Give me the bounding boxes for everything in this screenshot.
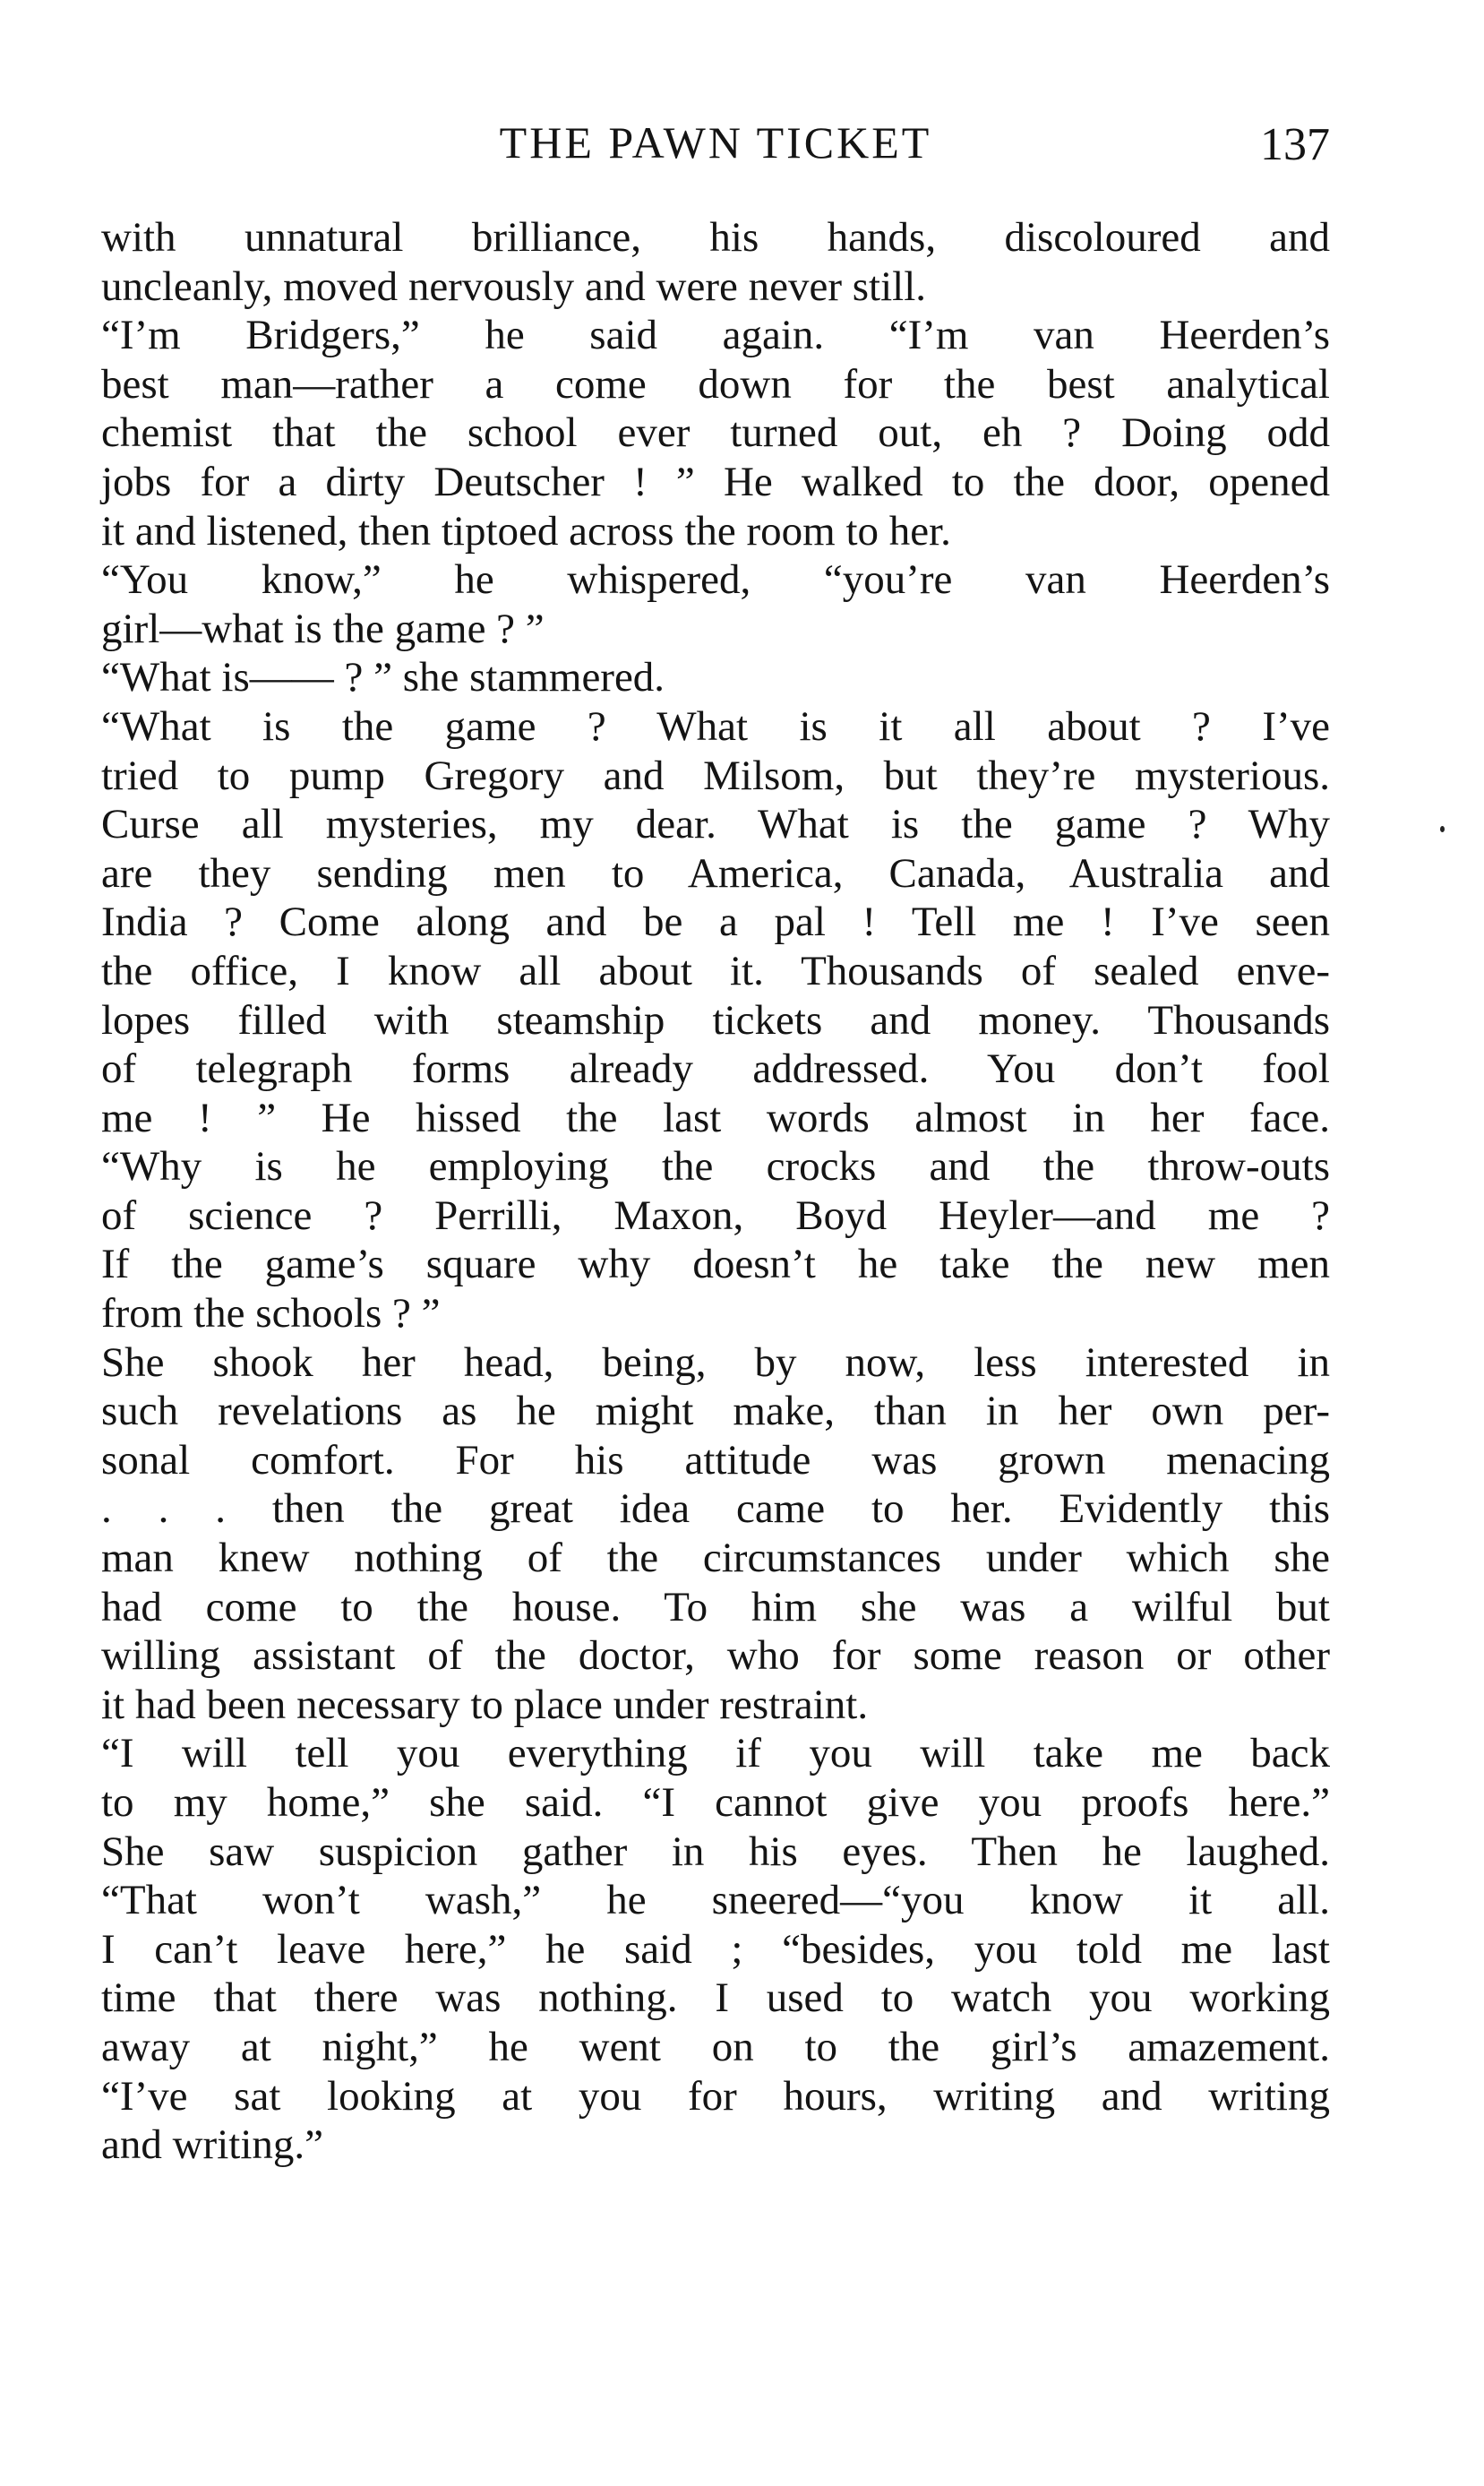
body-text xyxy=(101,213,1330,2170)
text-line: I can’t leave here,” he said ; “besides, you told me last xyxy=(101,1925,1330,1973)
page-number: 137 xyxy=(1260,119,1330,170)
text-line: “I will tell you everything if you will take me back xyxy=(101,1730,1330,1777)
text-line: “Why is he employing the crocks and the throw-outs xyxy=(101,1143,1330,1191)
text-line: “You know,” he whispered, “you’re van Heerden’s xyxy=(101,556,1330,604)
text-line: tried to pump Gregory and Milsom, but they’re mysterious. xyxy=(101,752,1330,799)
text-line: me ! ” He hissed the last words almost in her face. xyxy=(101,1094,1330,1141)
text-line: from the schools ? ” xyxy=(101,1290,441,1338)
text-line: . . . then the great idea came to her. Evidently this xyxy=(101,1485,1330,1533)
text-line: time that there was nothing. I used to watch you working xyxy=(101,1974,1330,2022)
text-line: “That won’t wash,” he sneered—“you know it all. xyxy=(101,1877,1330,1924)
running-title: THE PAWN TICKET xyxy=(499,117,932,168)
text-line: “What is—— ? ” she stammered. xyxy=(101,654,665,701)
text-line: jobs for a dirty Deutscher ! ” He walked to the door, opened xyxy=(101,458,1330,505)
text-line: the office, I know all about it. Thousands of sealed enve- xyxy=(101,947,1330,994)
text-line: are they sending men to America, Canada, Australia and xyxy=(101,849,1330,897)
text-line: willing assistant of the doctor, who for some reason or other xyxy=(101,1632,1330,1680)
text-line: She shook her head, being, by now, less interested in xyxy=(101,1338,1330,1386)
text-line: had come to the house. To him she was a wilful but xyxy=(101,1583,1330,1630)
text-line: away at night,” he went on to the girl’s amazement. xyxy=(101,2023,1330,2070)
text-line: and writing.” xyxy=(101,2121,323,2169)
text-line: “What is the game ? What is it all about ? I’ve xyxy=(101,702,1330,750)
text-line: lopes filled with steamship tickets and money. Thousands xyxy=(101,996,1330,1044)
page-speck xyxy=(1440,826,1445,832)
text-line: girl—what is the game ? ” xyxy=(101,605,545,652)
text-line: of telegraph forms already addressed. You don’t fool xyxy=(101,1045,1330,1093)
text-line: to my home,” she said. “I cannot give you proofs here.” xyxy=(101,1779,1330,1826)
text-line: it had been necessary to place under restraint. xyxy=(101,1681,869,1728)
running-head xyxy=(101,116,1330,179)
text-line: uncleanly, moved nervously and were never still. xyxy=(101,262,926,310)
text-line: sonal comfort. For his attitude was grown menacing xyxy=(101,1436,1330,1484)
text-line: best man—rather a come down for the best analytical xyxy=(101,360,1330,408)
text-line: “I’m Bridgers,” he said again. “I’m van Heerden’s xyxy=(101,312,1330,359)
text-line: man knew nothing of the circumstances under which she xyxy=(101,1535,1330,1582)
text-line: of science ? Perrilli, Maxon, Boyd Heyler—and me ? xyxy=(101,1191,1330,1239)
text-line: with unnatural brilliance, his hands, discoloured and xyxy=(101,214,1330,261)
text-line: chemist that the school ever turned out, eh ? Doing odd xyxy=(101,409,1330,457)
text-line: If the game’s square why doesn’t he take the new men xyxy=(101,1241,1330,1288)
text-line: India ? Come along and be a pal ! Tell me ! I’ve seen xyxy=(101,899,1330,946)
text-line: “I’ve sat looking at you for hours, writing and writing xyxy=(101,2072,1330,2120)
text-line: it and listened, then tiptoed across the room to her. xyxy=(101,507,951,555)
text-line: such revelations as he might make, than in her own per- xyxy=(101,1388,1330,1435)
text-line: She saw suspicion gather in his eyes. Then he laughed. xyxy=(101,1828,1330,1875)
text-line: Curse all mysteries, my dear. What is the game ? Why xyxy=(101,801,1330,848)
